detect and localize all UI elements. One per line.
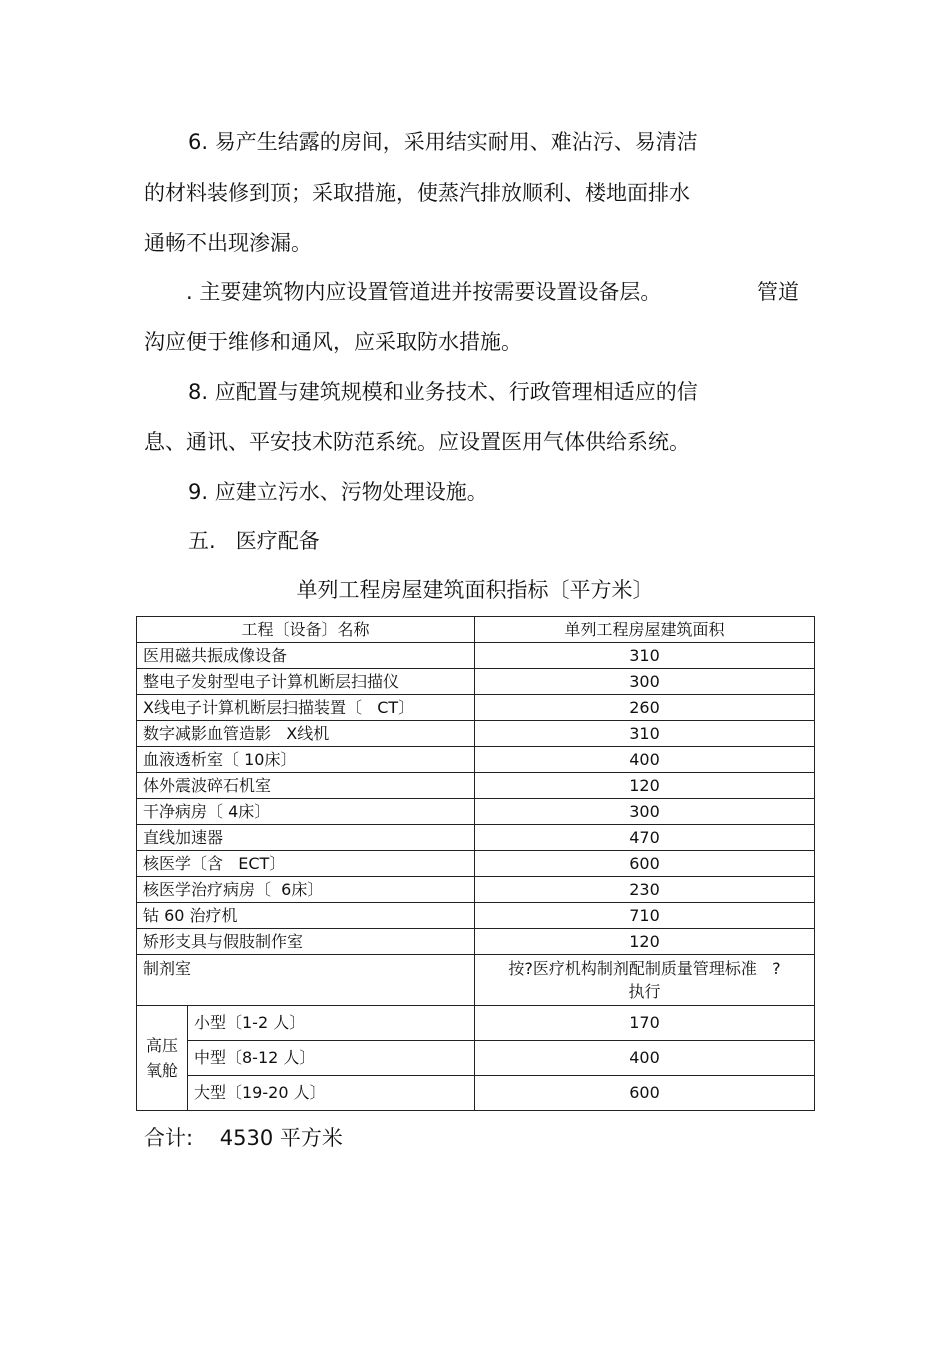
table-row — [137, 851, 815, 877]
row-value: 400 — [475, 1041, 815, 1076]
area-index-table — [136, 616, 815, 1111]
row-name: 矫形支具与假肢制作室 — [137, 929, 475, 955]
table-row — [137, 799, 815, 825]
row-name: 核医学〔含 ECT〕 — [137, 851, 475, 877]
row-name: X线电子计算机断层扫描装置〔 CT〕 — [137, 695, 475, 721]
row-name: 体外震波碎石机室 — [137, 773, 475, 799]
paragraph-7-line-1: . 主要建筑物内应设置管道进并按需要设置设备层。 — [186, 280, 662, 304]
paragraph-6-line-1: 6. 易产生结露的房间，采用结实耐用、难沾污、易清洁 — [188, 130, 698, 154]
table-row — [137, 825, 815, 851]
paragraph-7-line-2: 沟应便于维修和通风，应采取防水措施。 — [144, 330, 522, 354]
paragraph-9: 9. 应建立污水、污物处理设施。 — [188, 480, 488, 504]
table-row — [137, 1076, 815, 1111]
row-value: 470 — [475, 825, 815, 851]
section-heading: 五. 医疗配备 — [188, 529, 320, 553]
row-name: 医用磁共振成像设备 — [137, 643, 475, 669]
row-value: 120 — [475, 929, 815, 955]
row-name: 制剂室 — [137, 955, 475, 1006]
row-value — [475, 955, 815, 1006]
header-item-name: 工程〔设备〕名称 — [137, 617, 475, 643]
row-value: 230 — [475, 877, 815, 903]
group-label: 高压氧舱 — [137, 1006, 188, 1111]
row-name: 中型〔8-12 人〕 — [188, 1041, 475, 1076]
row-name: 数字减影血管造影 X线机 — [137, 721, 475, 747]
table-row — [137, 903, 815, 929]
row-value: 400 — [475, 747, 815, 773]
table-title: 单列工程房屋建筑面积指标〔平方米〕 — [296, 578, 654, 602]
row-name: 血液透析室〔 10床〕 — [137, 747, 475, 773]
row-name: 直线加速器 — [137, 825, 475, 851]
row-value: 170 — [475, 1006, 815, 1041]
table-row — [137, 695, 815, 721]
row-value: 120 — [475, 773, 815, 799]
table-header-row — [137, 617, 815, 643]
table-row — [137, 1006, 815, 1041]
paragraph-8-line-2: 息、通讯、平安技术防范系统。应设置医用气体供给系统。 — [144, 430, 690, 454]
table-row — [137, 1041, 815, 1076]
row-value: 310 — [475, 721, 815, 747]
table-row — [137, 773, 815, 799]
table-row — [137, 721, 815, 747]
row-value-line: 执行 — [628, 982, 661, 1001]
paragraph-6-line-3: 通畅不出现渗漏。 — [144, 231, 312, 255]
row-value-line: 按?医疗机构制剂配制质量管理标准 ? — [508, 959, 781, 978]
paragraph-6-line-2: 的材料装修到顶；采取措施，使蒸汽排放顺利、楼地面排水 — [144, 181, 690, 205]
table-row — [137, 955, 815, 1006]
row-name: 干净病房〔 4床〕 — [137, 799, 475, 825]
table-row — [137, 877, 815, 903]
row-value: 310 — [475, 643, 815, 669]
paragraph-8-line-1: 8. 应配置与建筑规模和业务技术、行政管理相适应的信 — [188, 380, 698, 404]
row-name: 大型〔19-20 人〕 — [188, 1076, 475, 1111]
table-row — [137, 669, 815, 695]
row-name: 整电子发射型电子计算机断层扫描仪 — [137, 669, 475, 695]
total-line: 合计: 4530 平方米 — [144, 1126, 343, 1150]
row-value: 600 — [475, 1076, 815, 1111]
paragraph-7-line-1-tail: 管道 — [757, 280, 799, 304]
row-name: 核医学治疗病房〔 6床〕 — [137, 877, 475, 903]
table-row — [137, 643, 815, 669]
row-name: 钴 60 治疗机 — [137, 903, 475, 929]
header-area: 单列工程房屋建筑面积 — [475, 617, 815, 643]
row-value: 300 — [475, 669, 815, 695]
row-value: 710 — [475, 903, 815, 929]
row-value: 300 — [475, 799, 815, 825]
row-name: 小型〔1-2 人〕 — [188, 1006, 475, 1041]
table-row — [137, 929, 815, 955]
table-row — [137, 747, 815, 773]
row-value: 600 — [475, 851, 815, 877]
row-value: 260 — [475, 695, 815, 721]
